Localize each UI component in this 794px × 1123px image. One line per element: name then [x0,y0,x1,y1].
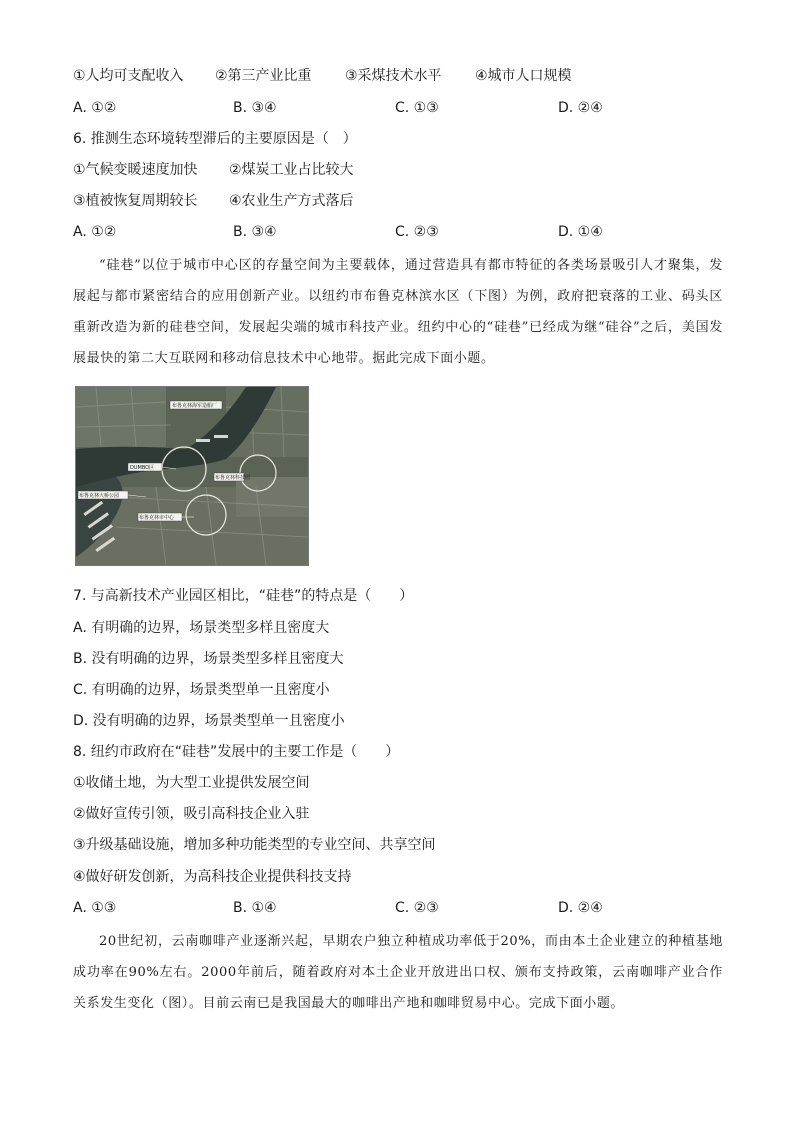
q8-choice-a[interactable]: A. ①③ [73,900,117,916]
q8-choice-b[interactable]: B. ①④ [233,900,277,916]
q5-choice-a[interactable]: A. ①② [73,100,117,116]
q8-stem: 8. 纽约市政府在“硅巷”发展中的主要工作是（ ） [73,744,400,760]
passage-2-text: 20世纪初，云南咖啡产业逐渐兴起，早期农户独立种植成功率低于20%，而由本土企业建立的种植基地成功率在90%左右。2000年前后，随着政府对本土企业开放进出口权、颁布支持政策，云南咖啡产业合作关系发生变化（图）。目前云南已是我国最大的咖啡出产地和咖啡贸易中心。完成下面小题。 [73,934,723,1011]
passage-yunnan-coffee [73,926,723,1019]
q8-choice-c[interactable]: C. ②③ [395,900,439,916]
q5-choice-b[interactable]: B. ③④ [233,100,277,116]
q5-option-1: ①人均可支配收入 [73,68,184,84]
q7-option-b[interactable]: B. 没有明确的边界，场景类型多样且密度大 [73,651,344,667]
q6-option-1: ①气候变暖速度加快 [73,162,198,178]
q5-option-4: ④城市人口规模 [475,68,572,84]
q6-choice-c[interactable]: C. ②③ [395,224,439,240]
map-label-downtown: 布鲁克林市中心 [139,515,175,521]
q7-option-a[interactable]: A. 有明确的边界，场景类型多样且密度大 [73,620,330,636]
q7-option-d[interactable]: D. 没有明确的边界，场景类型单一且密度小 [73,713,345,729]
q8-item-3: ③升级基础设施，增加多种功能类型的专业空间、共享空间 [73,837,436,853]
q8-choice-d[interactable]: D. ②④ [558,900,603,916]
q6-choice-a[interactable]: A. ①② [73,224,117,240]
q6-choice-b[interactable]: B. ③④ [233,224,277,240]
q5-option-3: ③采煤技术水平 [345,68,442,84]
q6-option-2: ②煤炭工业占比较大 [229,162,354,178]
q6-option-4: ④农业生产方式落后 [229,193,354,209]
map-label-tech-park: 布鲁克林科技园 [215,475,251,481]
q6-choice-d[interactable]: D. ①④ [558,224,603,240]
satellite-map-svg [76,387,308,565]
passage-1-text: “硅巷”以位于城市中心区的存量空间为主要载体，通过营造具有都市特征的各类场景吸引人才聚集，发展起与都市紧密结合的应用创新产业。以纽约市布鲁克林滨水区（下图）为例，政府把衰落的工业、码头区重新改造为新的硅巷空间，发展起尖端的城市科技产业。纽约中心的“硅巷”已经成为继“硅谷”之后，美国发展最快的第二大互联网和移动信息技术中心地带。据此完成下面小题。 [73,258,723,366]
q6-stem: 6. 推测生态环境转型滞后的主要原因是（ ） [73,131,357,147]
map-label-navy-yard: 布鲁克林海军造船厂 [172,403,218,409]
map-label-bridge-park: 布鲁克林大桥公园 [79,493,120,499]
passage-silicon-alley [73,250,723,374]
q5-choice-c[interactable]: C. ①③ [395,100,439,116]
satellite-map-figure [75,386,309,566]
q8-item-1: ①收储土地，为大型工业提供发展空间 [73,775,310,791]
q7-option-c[interactable]: C. 有明确的边界，场景类型单一且密度小 [73,682,330,698]
map-label-dumbo: DUMBO区 [130,465,155,471]
q8-item-2: ②做好宣传引领，吸引高科技企业入驻 [73,806,310,822]
q5-choice-d[interactable]: D. ②④ [558,100,603,116]
q5-option-2: ②第三产业比重 [215,68,312,84]
q7-stem: 7. 与高新技术产业园区相比，“硅巷”的特点是（ ） [73,588,414,604]
q6-option-3: ③植被恢复周期较长 [73,193,198,209]
q8-item-4: ④做好研发创新，为高科技企业提供科技支持 [73,869,352,885]
